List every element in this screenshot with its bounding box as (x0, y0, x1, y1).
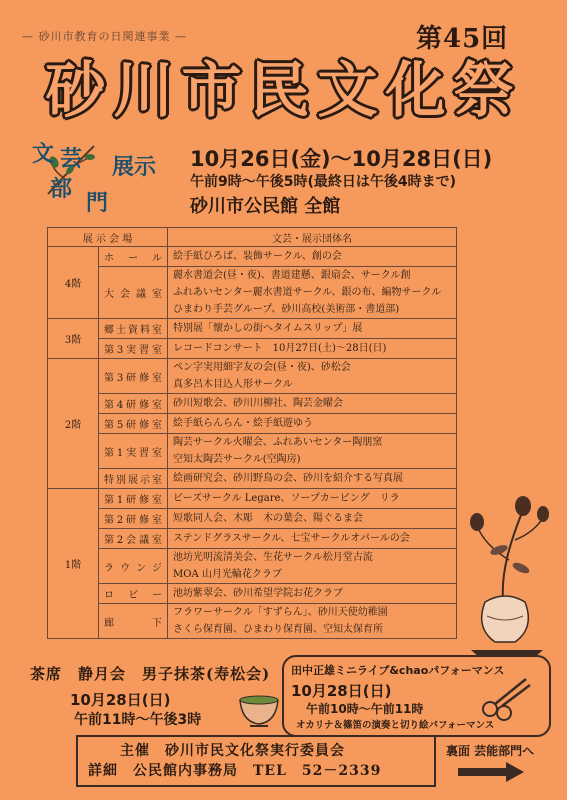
group-list (168, 584, 457, 604)
exhibit-schedule-table (47, 227, 457, 639)
room-name: 第4研修室 (99, 394, 168, 414)
edition-number: 第45回 (416, 24, 509, 54)
group-line: ペン字実用細字友の会(昼・夜)、砂松会 (173, 362, 351, 373)
group-line: さくら保育園、ひまわり保育園、空知太保育所 (173, 624, 383, 635)
table-row (48, 394, 457, 414)
event-venue: 砂川市公民館 全館 (190, 196, 341, 217)
performance-title: 田中正雄ミニライブ&chaoパフォーマンス (291, 664, 505, 677)
scissors-icon (478, 673, 534, 721)
table-row (48, 434, 457, 469)
room-name: 第2研修室 (99, 509, 168, 529)
group-line: 砂川短歌会、砂川川柳社、陶芸金曜会 (173, 398, 343, 409)
table-row (48, 549, 457, 584)
sponsor-line: — 砂川市教育の日関連事業 — (22, 30, 187, 43)
tea-bowl-icon (236, 690, 282, 730)
floor-label: 1階 (48, 489, 99, 639)
group-line: レコードコンサート 10月27日(土)～28日(日) (173, 343, 387, 354)
table-row (48, 529, 457, 549)
room-name: 第3実習室 (99, 339, 168, 359)
group-line: フラワーサークル「すずらん」、砂川天使幼稚園 (173, 607, 388, 618)
group-line: 池坊光明流清美会、生花サークル松月堂古流 (173, 552, 373, 563)
group-line: 絵手紙らんらん・絵手紙遊ゆう (173, 418, 313, 429)
room-name: 廊下 (99, 604, 168, 639)
group-list (168, 319, 457, 339)
group-list (168, 509, 457, 529)
room-name: 大会議室 (99, 267, 168, 319)
page-title: 砂川市民文化祭 (45, 56, 522, 126)
room-name: 第1研修室 (99, 489, 168, 509)
tea-date: 10月28日(日) (70, 691, 171, 709)
table-row (48, 319, 457, 339)
section-char-gei: 芸 (60, 146, 83, 172)
table-row (48, 584, 457, 604)
group-line: 池坊紫翠会、砂川希望学院お花クラブ (173, 588, 343, 599)
group-line: 絵画研究会、砂川野鳥の会、砂川を紹介する写真展 (173, 473, 403, 484)
tea-time: 午前11時～午後3時 (74, 712, 202, 728)
room-name: 第5研修室 (99, 414, 168, 434)
table-row (48, 359, 457, 394)
table-row (48, 267, 457, 319)
room-name: 第3研修室 (99, 359, 168, 394)
group-line: 特別展「懐かしの街へタイムスリップ」展 (173, 323, 363, 334)
group-line: 真多呂木目込人形サークル (173, 379, 293, 390)
group-list (168, 267, 457, 319)
organizer-line: 主催 砂川市民文化祭実行委員会 (120, 743, 345, 759)
group-line: 絵手紙ひろば、装飾サークル、創の会 (173, 251, 342, 262)
event-hours: 午前9時～午後5時(最終日は午後4時まで) (190, 174, 457, 190)
group-list (168, 604, 457, 639)
floor-label: 4階 (48, 247, 99, 319)
group-line: ひまわり手芸グループ、砂川高校(美術部・書道部) (173, 304, 400, 315)
header-place: 展 示 会 場 (48, 228, 168, 247)
arrow-right-icon (456, 760, 526, 784)
table-header-row (48, 228, 457, 247)
contact-line: 詳細 公民館内事務局 TEL 52－2339 (88, 763, 382, 779)
group-list (168, 247, 457, 267)
group-list (168, 339, 457, 359)
group-line: ふれあいセンター麗水書道サークル、銀の布、編物サークル (173, 287, 442, 298)
group-line: 空知太陶芸サークル(空陶房) (173, 454, 301, 465)
table-row (48, 509, 457, 529)
section-char-tenji: 展示 (112, 154, 157, 180)
flower-vase-icon (463, 490, 551, 660)
section-char-bun: 文 (32, 141, 55, 167)
table-row (48, 469, 457, 489)
floor-label: 3階 (48, 319, 99, 359)
back-page-note: 裏面 芸能部門へ (446, 744, 535, 758)
group-list (168, 489, 457, 509)
room-name: 第1実習室 (99, 434, 168, 469)
performance-date: 10月28日(日) (291, 682, 392, 700)
table-row (48, 247, 457, 267)
section-char-bu: 部 (50, 176, 73, 202)
room-name: ラウンジ (99, 549, 168, 584)
room-name: 特別展示室 (99, 469, 168, 489)
tea-ceremony-title: 茶席 静月会 男子抹茶(寿松会) (30, 665, 271, 683)
group-line: 陶芸サークル火曜会、ふれあいセンター陶朋窯 (173, 437, 383, 448)
performance-description: オカリナ＆篠笛の演奏と切り絵パフォーマンス (296, 720, 495, 731)
table-row (48, 489, 457, 509)
header-groups: 文芸・展示団体名 (168, 228, 457, 247)
group-list (168, 529, 457, 549)
group-list (168, 549, 457, 584)
group-list (168, 469, 457, 489)
room-name: 郷土資料室 (99, 319, 168, 339)
floor-label: 2階 (48, 359, 99, 489)
group-list (168, 414, 457, 434)
group-line: 麗水書道会(昼・夜)、書道建懸、銀扇会、サークル創 (173, 270, 411, 281)
group-line: 短歌同人会、木彫 木の葉会、陽ぐるま会 (173, 513, 363, 524)
group-list (168, 394, 457, 414)
performance-time: 午前10時～午前11時 (306, 702, 424, 716)
room-name: ロビー (99, 584, 168, 604)
table-row (48, 414, 457, 434)
group-line: MOA 山月光輪花クラブ (173, 569, 282, 580)
room-name: ホール (99, 247, 168, 267)
section-char-mon: 門 (86, 190, 109, 216)
table-row (48, 604, 457, 639)
group-list (168, 359, 457, 394)
event-dates: 10月26日(金)～10月28日(日) (190, 147, 493, 171)
group-line: ステンドグラスサークル、七宝サークルオパールの会 (173, 533, 410, 544)
group-line: ビーズサークル Legare、ソープカービング リラ (173, 493, 400, 504)
table-row (48, 339, 457, 359)
group-list (168, 434, 457, 469)
room-name: 第2会議室 (99, 529, 168, 549)
